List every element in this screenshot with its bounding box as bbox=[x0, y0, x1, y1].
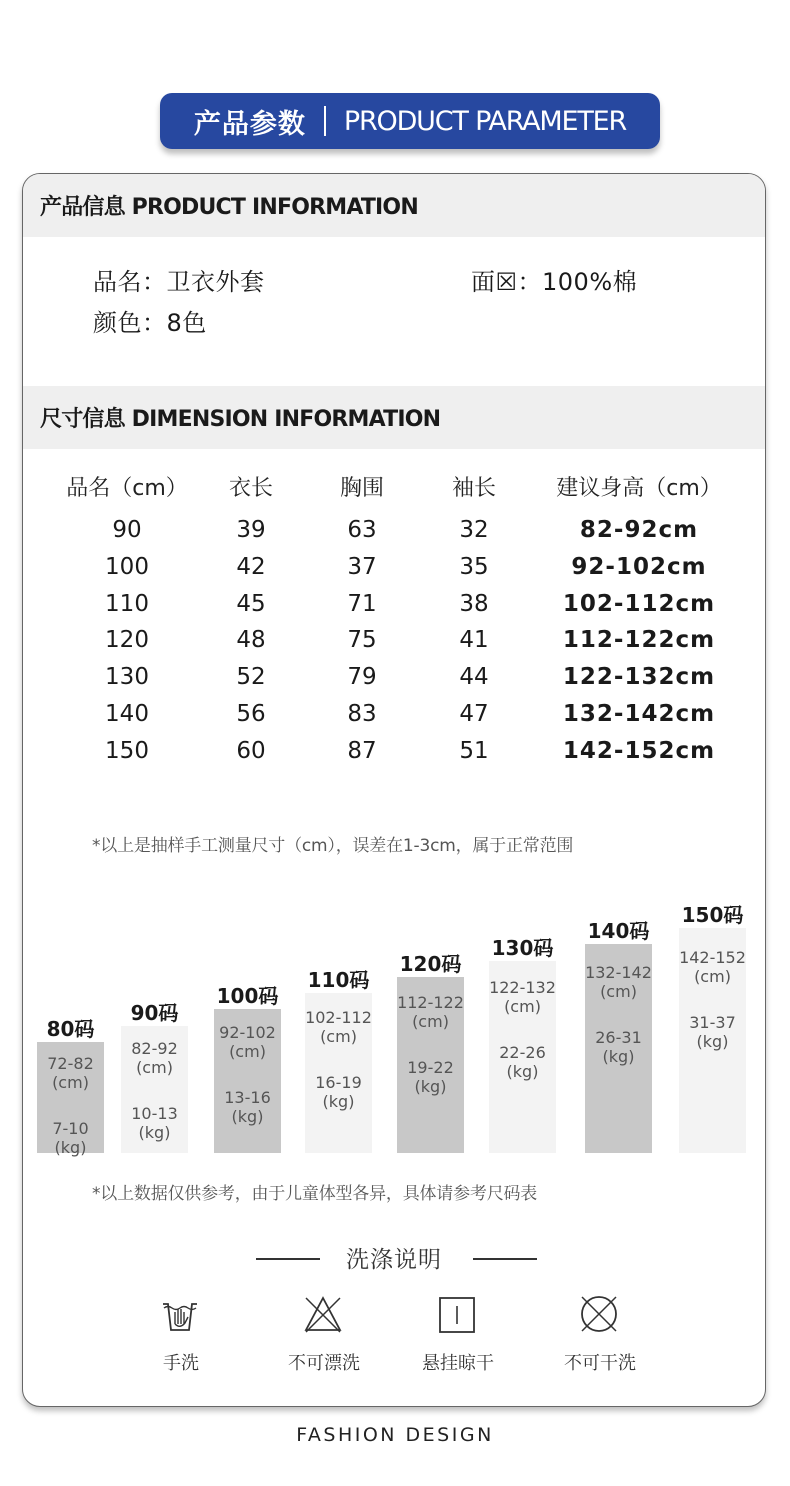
height-unit: (cm) bbox=[694, 966, 731, 986]
weight-range: 10-13 bbox=[131, 1103, 178, 1123]
height-range: 142-152 bbox=[679, 947, 746, 967]
size-bar-height bbox=[121, 1039, 188, 1077]
no-dry-clean-icon bbox=[579, 1294, 619, 1334]
table-cell: 35 bbox=[459, 553, 489, 580]
weight-range: 7-10 bbox=[52, 1118, 89, 1138]
table-cell: 71 bbox=[347, 590, 377, 617]
washing-title: 洗涤说明 bbox=[346, 1247, 442, 1273]
table-cell: 140 bbox=[105, 701, 149, 727]
size-bar-height bbox=[489, 978, 556, 1016]
size-bar bbox=[214, 984, 281, 1153]
table-cell: 48 bbox=[236, 627, 266, 654]
weight-unit: (kg) bbox=[138, 1122, 171, 1142]
table-cell: 52 bbox=[236, 664, 266, 691]
weight-unit: (kg) bbox=[322, 1092, 355, 1112]
dimension-table bbox=[23, 471, 766, 771]
height-unit: (cm) bbox=[52, 1072, 89, 1092]
wash-label: 悬挂晾干 bbox=[422, 1353, 494, 1374]
footer-tagline: FASHION DESIGN bbox=[296, 1424, 494, 1446]
height-range: 72-82 bbox=[47, 1053, 94, 1073]
title-line-right bbox=[473, 1258, 537, 1260]
table-cell: 38 bbox=[459, 590, 489, 617]
weight-range: 31-37 bbox=[689, 1012, 736, 1032]
product-info-heading: 产品信息 PRODUCT INFORMATION bbox=[23, 174, 765, 237]
table-cell: 102-112cm bbox=[562, 590, 716, 617]
table-cell: 75 bbox=[347, 627, 377, 654]
height-unit: (cm) bbox=[412, 1012, 449, 1032]
size-bar-height bbox=[305, 1008, 372, 1046]
product-parameter-banner bbox=[160, 93, 660, 149]
table-cell: 150 bbox=[105, 737, 149, 764]
size-bar bbox=[679, 902, 746, 1153]
size-bar-label: 150码 bbox=[681, 902, 744, 927]
size-bar-height bbox=[37, 1054, 104, 1092]
size-bar-label: 90码 bbox=[130, 1000, 179, 1025]
size-bar-label: 100码 bbox=[216, 984, 279, 1009]
size-bar bbox=[37, 1017, 104, 1157]
banner-title-cn: 产品参数 bbox=[193, 108, 306, 140]
size-bar-height bbox=[397, 993, 464, 1031]
size-bar-height bbox=[585, 963, 652, 1001]
table-cell: 142-152cm bbox=[562, 737, 716, 764]
wash-label: 不可干洗 bbox=[564, 1353, 636, 1374]
weight-range: 26-31 bbox=[595, 1027, 642, 1047]
height-unit: (cm) bbox=[504, 996, 541, 1016]
table-cell: 32 bbox=[459, 517, 489, 543]
product-material: 面☒：100%棉 bbox=[471, 268, 638, 296]
height-unit: (cm) bbox=[320, 1027, 357, 1047]
height-unit: (cm) bbox=[136, 1057, 173, 1077]
dimension-heading: 尺寸信息 DIMENSION INFORMATION bbox=[23, 386, 765, 449]
table-cell: 120 bbox=[105, 627, 149, 654]
table-cell: 90 bbox=[112, 517, 142, 543]
weight-range: 16-19 bbox=[315, 1073, 362, 1093]
size-bar-weight bbox=[397, 1058, 464, 1096]
size-bar-label: 110码 bbox=[307, 968, 370, 993]
height-unit: (cm) bbox=[600, 981, 637, 1001]
size-bar-label: 130码 bbox=[491, 935, 554, 960]
size-bar-weight bbox=[37, 1119, 104, 1157]
weight-range: 19-22 bbox=[407, 1058, 454, 1078]
height-range: 92-102 bbox=[219, 1023, 276, 1043]
height-range: 82-92 bbox=[131, 1038, 178, 1058]
size-bar-weight bbox=[679, 1013, 746, 1051]
table-cell: 83 bbox=[347, 701, 377, 727]
height-range: 102-112 bbox=[305, 1008, 372, 1028]
table-cell: 44 bbox=[459, 664, 489, 691]
size-bar-weight bbox=[121, 1104, 188, 1142]
weight-unit: (kg) bbox=[231, 1107, 264, 1127]
height-range: 132-142 bbox=[585, 962, 652, 982]
table-cell: 39 bbox=[236, 517, 266, 543]
weight-unit: (kg) bbox=[414, 1077, 447, 1097]
size-bar-label: 140码 bbox=[587, 919, 650, 944]
weight-unit: (kg) bbox=[696, 1031, 729, 1051]
size-bar-weight bbox=[585, 1028, 652, 1066]
column-header: 袖长 bbox=[451, 476, 497, 501]
weight-unit: (kg) bbox=[506, 1061, 539, 1081]
table-cell: 45 bbox=[236, 590, 266, 617]
no-bleach-icon bbox=[303, 1294, 343, 1334]
table-cell: 56 bbox=[236, 701, 266, 727]
table-cell: 132-142cm bbox=[562, 701, 716, 727]
weight-unit: (kg) bbox=[602, 1046, 635, 1066]
size-bar-height bbox=[679, 948, 746, 986]
size-reference-note: *以上数据仅供参考，由于儿童体型各异，具体请参考尺码表 bbox=[92, 1184, 538, 1204]
size-bar bbox=[585, 919, 652, 1153]
height-unit: (cm) bbox=[229, 1042, 266, 1062]
hang-dry-icon bbox=[437, 1295, 477, 1335]
size-bar-weight bbox=[214, 1088, 281, 1126]
size-bar-height bbox=[214, 1023, 281, 1061]
weight-unit: (kg) bbox=[54, 1137, 87, 1157]
size-bar-weight bbox=[489, 1043, 556, 1081]
column-header: 胸围 bbox=[339, 476, 385, 501]
size-bar-label: 80码 bbox=[46, 1017, 95, 1041]
hand-wash-icon bbox=[160, 1296, 200, 1336]
table-cell: 92-102cm bbox=[571, 553, 707, 580]
column-header: 品名（cm） bbox=[66, 476, 188, 501]
table-cell: 82-92cm bbox=[579, 517, 699, 543]
table-cell: 122-132cm bbox=[562, 664, 716, 691]
size-bar-label: 120码 bbox=[399, 951, 462, 976]
column-header: 衣长 bbox=[228, 476, 274, 501]
table-cell: 41 bbox=[459, 627, 489, 654]
table-cell: 79 bbox=[347, 664, 377, 691]
size-bar bbox=[489, 935, 556, 1154]
height-range: 112-122 bbox=[397, 993, 464, 1013]
table-cell: 100 bbox=[105, 553, 149, 580]
table-cell: 51 bbox=[459, 737, 489, 764]
size-bar-weight bbox=[305, 1073, 372, 1111]
table-cell: 42 bbox=[236, 553, 266, 580]
weight-range: 13-16 bbox=[224, 1088, 271, 1108]
table-cell: 37 bbox=[347, 553, 377, 580]
product-card bbox=[22, 173, 766, 1407]
size-bar bbox=[397, 951, 464, 1153]
table-cell: 60 bbox=[236, 737, 266, 764]
banner-divider bbox=[324, 106, 326, 136]
wash-label: 手洗 bbox=[163, 1353, 199, 1374]
product-name: 品名：卫衣外套 bbox=[93, 268, 265, 296]
banner-title-en: PRODUCT PARAMETER bbox=[343, 105, 627, 137]
column-header: 建议身高（cm） bbox=[556, 476, 722, 501]
table-cell: 130 bbox=[105, 664, 149, 691]
measurement-note: *以上是抽样手工测量尺寸（cm），误差在1-3cm，属于正常范围 bbox=[92, 836, 574, 856]
table-cell: 87 bbox=[347, 737, 377, 764]
table-cell: 47 bbox=[459, 701, 489, 727]
table-cell: 63 bbox=[347, 517, 377, 543]
table-cell: 112-122cm bbox=[562, 627, 716, 654]
wash-label: 不可漂洗 bbox=[288, 1353, 360, 1374]
product-color: 颜色：8色 bbox=[93, 309, 207, 337]
table-cell: 110 bbox=[105, 590, 149, 617]
size-bar bbox=[305, 968, 372, 1153]
weight-range: 22-26 bbox=[499, 1042, 546, 1062]
height-range: 122-132 bbox=[489, 977, 556, 997]
size-bar bbox=[121, 1000, 188, 1153]
